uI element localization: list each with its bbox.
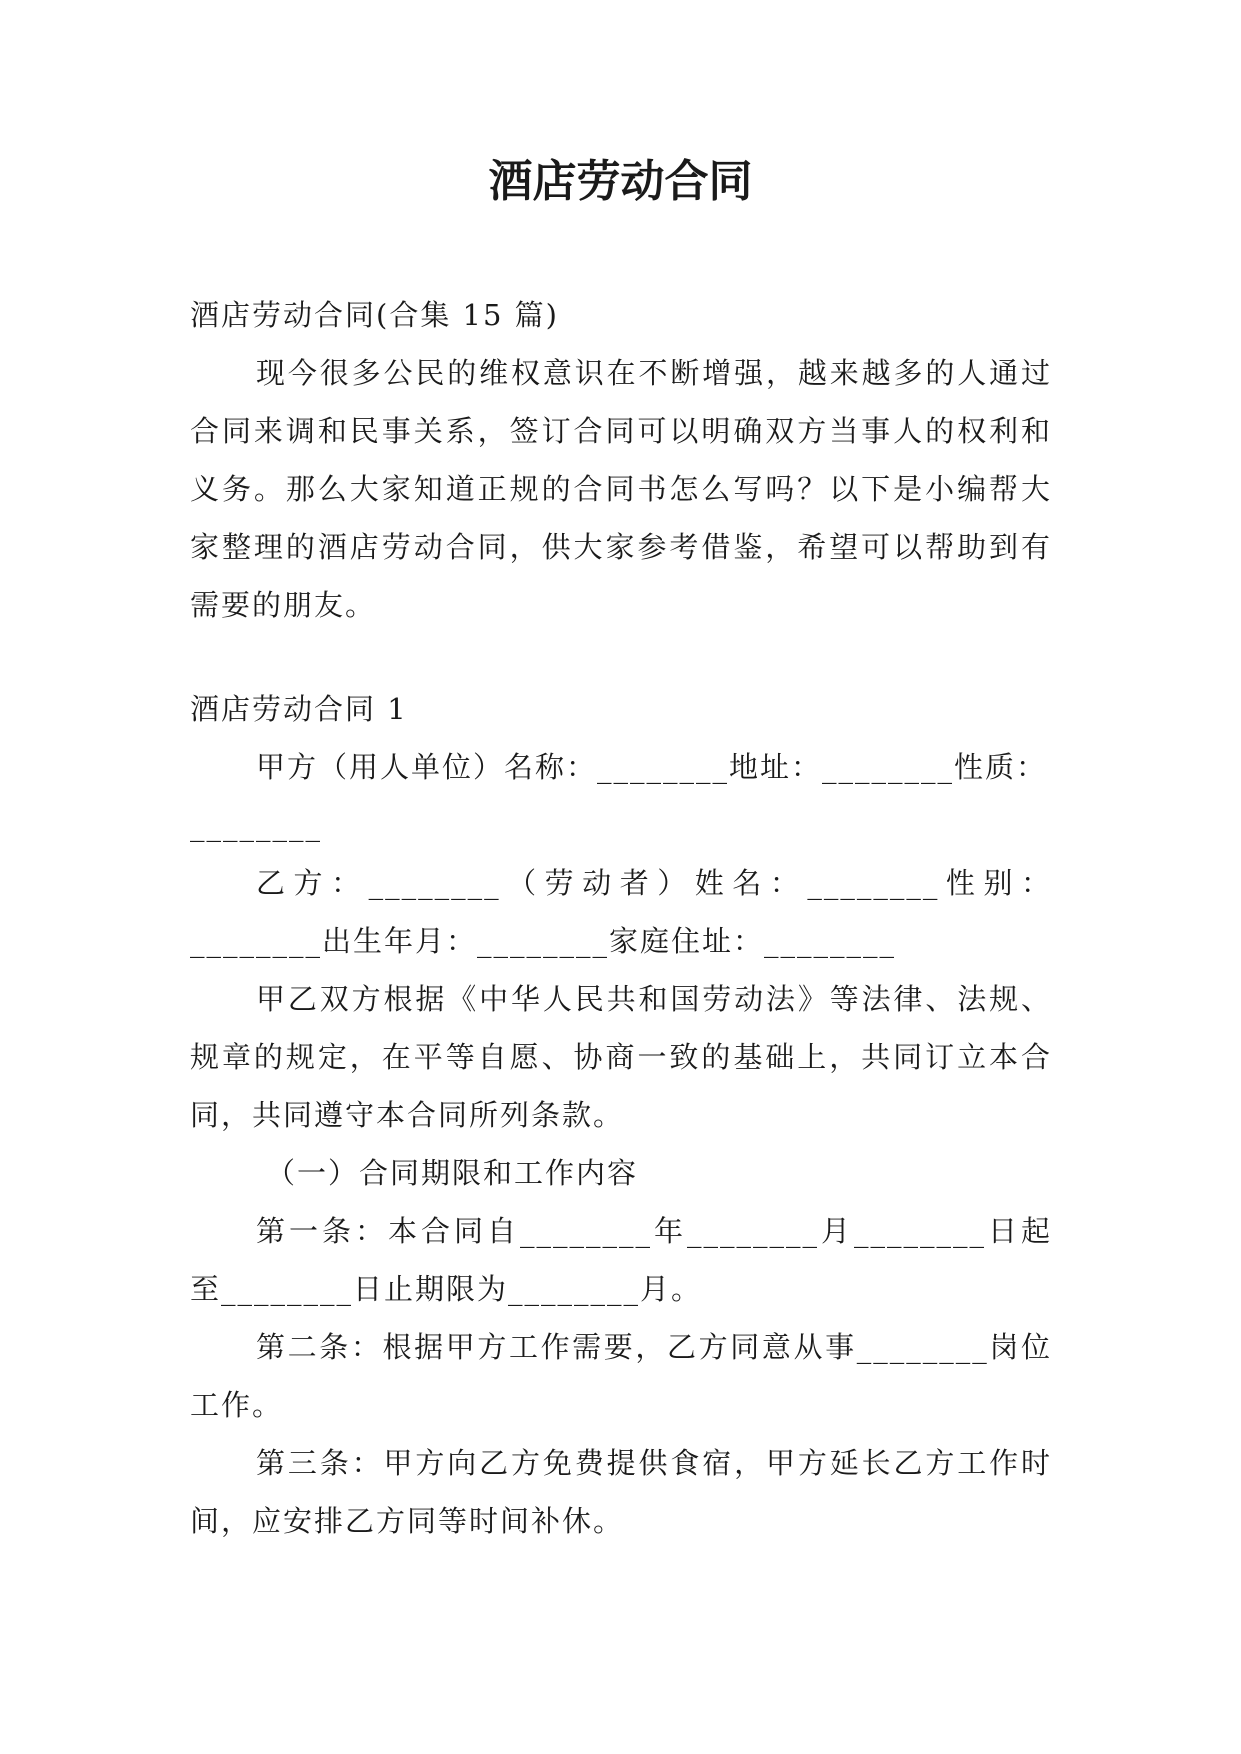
basis-paragraph: 甲乙双方根据《中华人民共和国劳动法》等法律、法规、规章的规定，在平等自愿、协商一致的基础上，共同订立本合同，共同遵守本合同所列条款。: [190, 982, 1052, 1132]
article-2: 第二条：根据甲方工作需要，乙方同意从事________岗位工作。: [190, 1330, 1052, 1422]
collection-subtitle: 酒店劳动合同(合集 15 篇): [190, 298, 559, 332]
party-b-paragraph: 乙方：________（劳动者）姓名：________性别：________出生年月：________家庭住址：________: [190, 866, 1052, 958]
party-a-paragraph: 甲方（用人单位）名称：________地址：________性质：: [256, 750, 1048, 784]
document-title: 酒店劳动合同: [488, 156, 753, 207]
intro-paragraph: 现今很多公民的维权意识在不断增强，越来越多的人通过合同来调和民事关系，签订合同可以明确双方当事人的权利和义务。那么大家知道正规的合同书怎么写吗？以下是小编帮大家整理的酒店劳动合同，供大家参考借鉴，希望可以帮助到有需要的朋友。: [190, 356, 1052, 622]
article-1: 第一条：本合同自________年________月________日起至________日止期限为________月。: [190, 1214, 1052, 1306]
party-a-blank: ________: [190, 808, 322, 842]
document-body: [190, 286, 1052, 1550]
article-3: 第三条：甲方向乙方免费提供食宿，甲方延长乙方工作时间，应安排乙方同等时间补休。: [190, 1446, 1052, 1538]
paragraph-gap: [190, 634, 1052, 680]
chapter-heading: （一）合同期限和工作内容: [266, 1156, 639, 1190]
section-heading: 酒店劳动合同 1: [190, 692, 408, 726]
